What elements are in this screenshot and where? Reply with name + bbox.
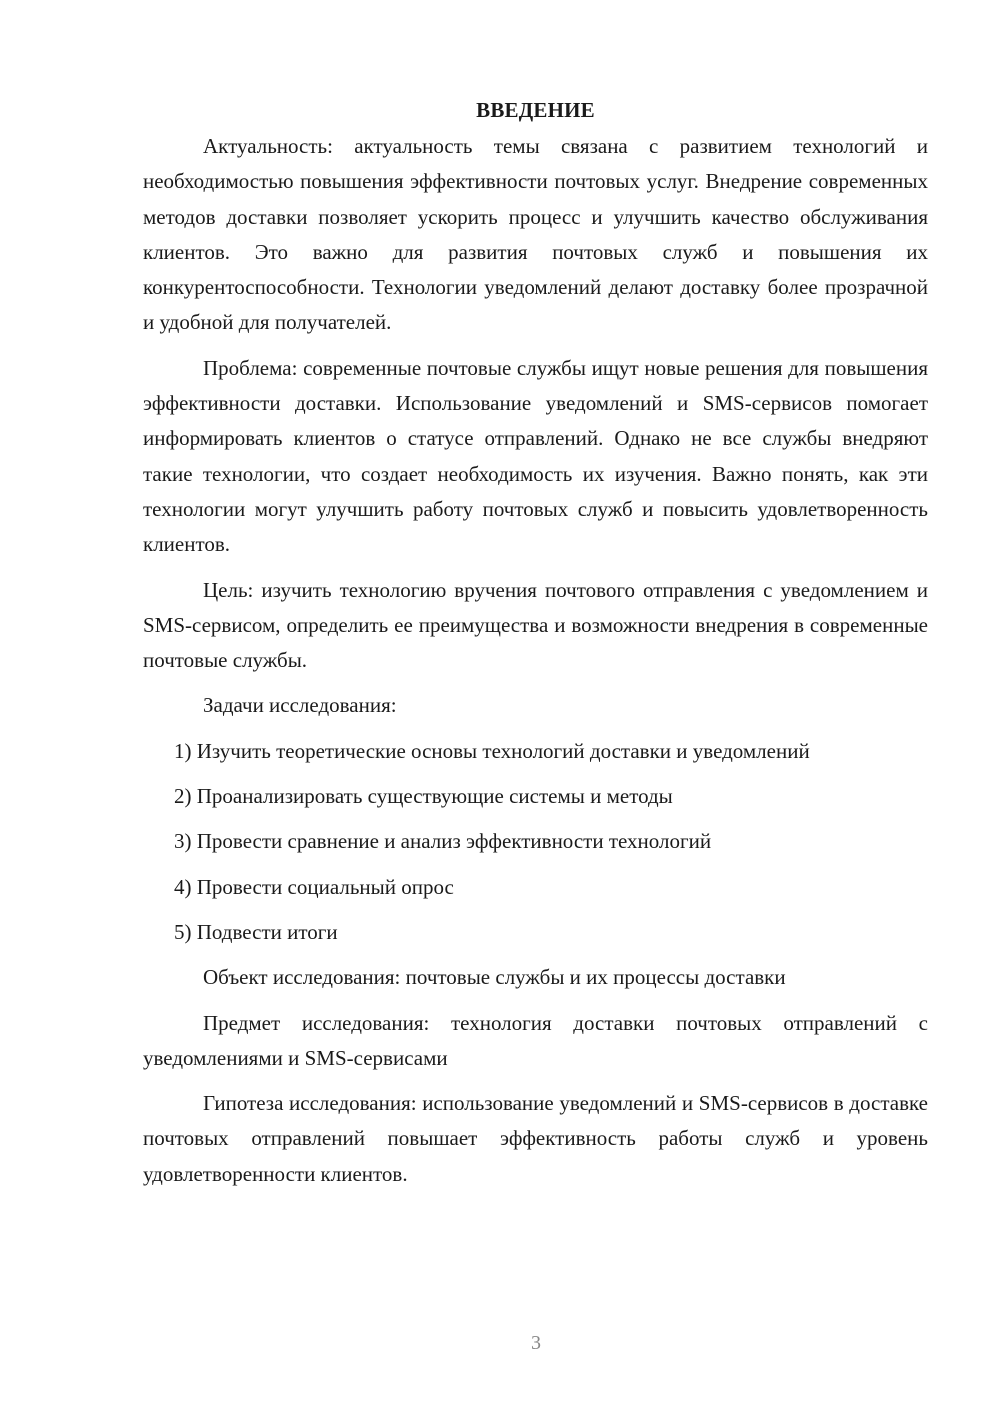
relevance-paragraph: Актуальность: актуальность темы связана с развитием технологий и необходимостью повышения эффективности почтовых услуг. Внедрение современных методов доставки позволяет ускорить процесс и улучшить качество обслуживания клиентов. Это важно для развития почтовых служб и повышения их конкурентоспособности. Технологии уведомлений делают доставку более прозрачной и удобной для получателей. — [143, 134, 928, 335]
goal-paragraph: Цель: изучить технологию вручения почтового отправления с уведомлением и SMS-сервисом, определить ее преимущества и возможности внедрения в современные почтовые службы. — [143, 577, 928, 673]
document-page — [143, 92, 928, 1202]
subject-paragraph: Предмет исследования: технология доставки почтовых отправлений с уведомлениями и SMS-сервисами — [143, 1010, 928, 1070]
tasks-heading: Задачи исследования: — [203, 693, 397, 718]
list-item: 2) Проанализировать существующие системы и методы — [174, 784, 673, 809]
page-number: 3 — [531, 1332, 541, 1354]
list-item: 5) Подвести итоги — [174, 919, 338, 944]
problem-paragraph: Проблема: современные почтовые службы ищут новые решения для повышения эффективности доставки. Использование уведомлений и SMS-сервисов помогает информировать клиентов о статусе отправлений. Однако не все службы внедряют такие технологии, что создает необходимость их изучения. Важно понять, как эти технологии могут улучшить работу почтовых служб и повысить удовлетворенность клиентов. — [143, 355, 928, 557]
object-paragraph: Объект исследования: почтовые службы и их процессы доставки — [203, 965, 786, 990]
list-item: 1) Изучить теоретические основы технологий доставки и уведомлений — [174, 738, 810, 763]
page-title: ВВЕДЕНИЕ — [476, 98, 595, 122]
tasks-list — [143, 734, 928, 950]
list-item: 4) Провести социальный опрос — [174, 874, 454, 899]
list-item: 3) Провести сравнение и анализ эффективности технологий — [174, 829, 712, 854]
hypothesis-paragraph: Гипотеза исследования: использование уведомлений и SMS-сервисов в доставке почтовых отправлений повышает эффективность работы служб и уровень удовлетворенности клиентов. — [143, 1091, 928, 1186]
